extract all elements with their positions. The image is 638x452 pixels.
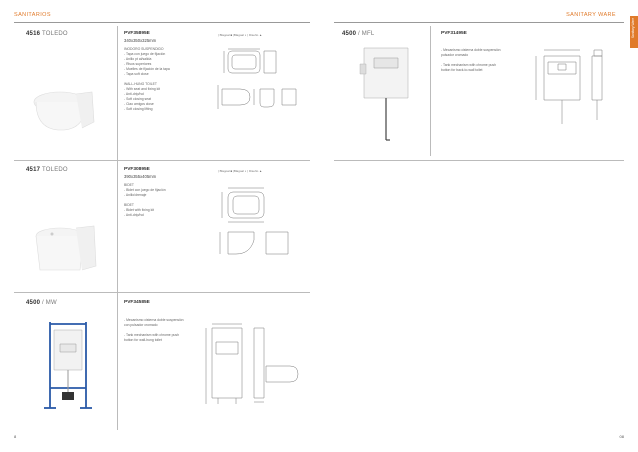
product-4500mfl-desc: - Mecanismo cisterna doble suspensión pulsador cromado - Tank mechanism with chrome push button for back-to-wall toilet — [441, 48, 501, 72]
product-4500mw-desc: - Mecanismo cisterna doble suspensión con pulsador cromado - Tank mechanism with chrome push button for wall-hung toilet — [124, 318, 184, 342]
product-4517-dims: 390x355x405mm — [124, 174, 157, 179]
product-4500mw-drawing — [198, 322, 308, 412]
product-4517-desc: BIDET - Bidet con juego de fijación - Anillo/drenaje BIDET - Bidet with fixing kit - Anti-drip/hol — [124, 183, 166, 217]
product-4500mfl-code: 4500 / MFL — [342, 31, 375, 37]
product-4517-photo — [32, 220, 102, 280]
section-rule-3 — [334, 160, 624, 161]
product-4516-desc: INODORO SUSPENDIDO - Tapa con juego de fijación - Anillo pt al/salida - Risos superiores - Muelles de fijación de la tapa - Tapa soft close WALL-HUNG TOILET - With seat and fixing kit - Anti-drip/hol - Soft closing seat - Ciao amigos close - Soft closing lifting — [124, 47, 170, 111]
product-4517-icons: | Blagoal ■ |Blagoal ◐ | Diseño ▲ — [218, 169, 263, 173]
divider-left-spread — [117, 26, 118, 430]
product-4500mfl-photo — [356, 44, 416, 146]
product-4517-drawing — [214, 184, 306, 266]
product-4517-ref: PVF30895E — [124, 167, 150, 172]
header-rule-right — [334, 22, 624, 23]
product-4500mfl-ref: PVF31495E — [441, 31, 467, 36]
product-4500mw-ref: PVF34585E — [124, 300, 150, 305]
header-rule-left — [14, 22, 310, 23]
side-tab: Sanitary Ware — [630, 16, 638, 48]
product-4516-dims: 340x350x325mm — [124, 38, 157, 43]
divider-right-spread — [430, 26, 431, 156]
page-number-right: 08 — [619, 434, 624, 439]
section-rule-2 — [14, 292, 310, 293]
page-number-left: 8 — [14, 434, 17, 439]
product-4500mfl-drawing — [518, 46, 618, 128]
product-4516-code: 4516 TOLEDO — [26, 31, 68, 37]
product-4516-drawing — [214, 45, 306, 115]
header-right: SANITARY WARE — [566, 12, 616, 18]
product-4517-code: 4517 TOLEDO — [26, 167, 68, 173]
header-left: SANITARIOS — [14, 12, 51, 18]
product-4500mw-code: 4500 / MW — [26, 300, 57, 306]
section-rule-1 — [14, 160, 310, 161]
product-4516-photo — [30, 80, 100, 150]
product-4516-ref: PVF35895E — [124, 31, 150, 36]
product-4516-icons: | Blagoal ■ |Blagoal ◐ | Diseño ▲ — [218, 33, 263, 37]
product-4500mw-photo — [40, 318, 100, 418]
